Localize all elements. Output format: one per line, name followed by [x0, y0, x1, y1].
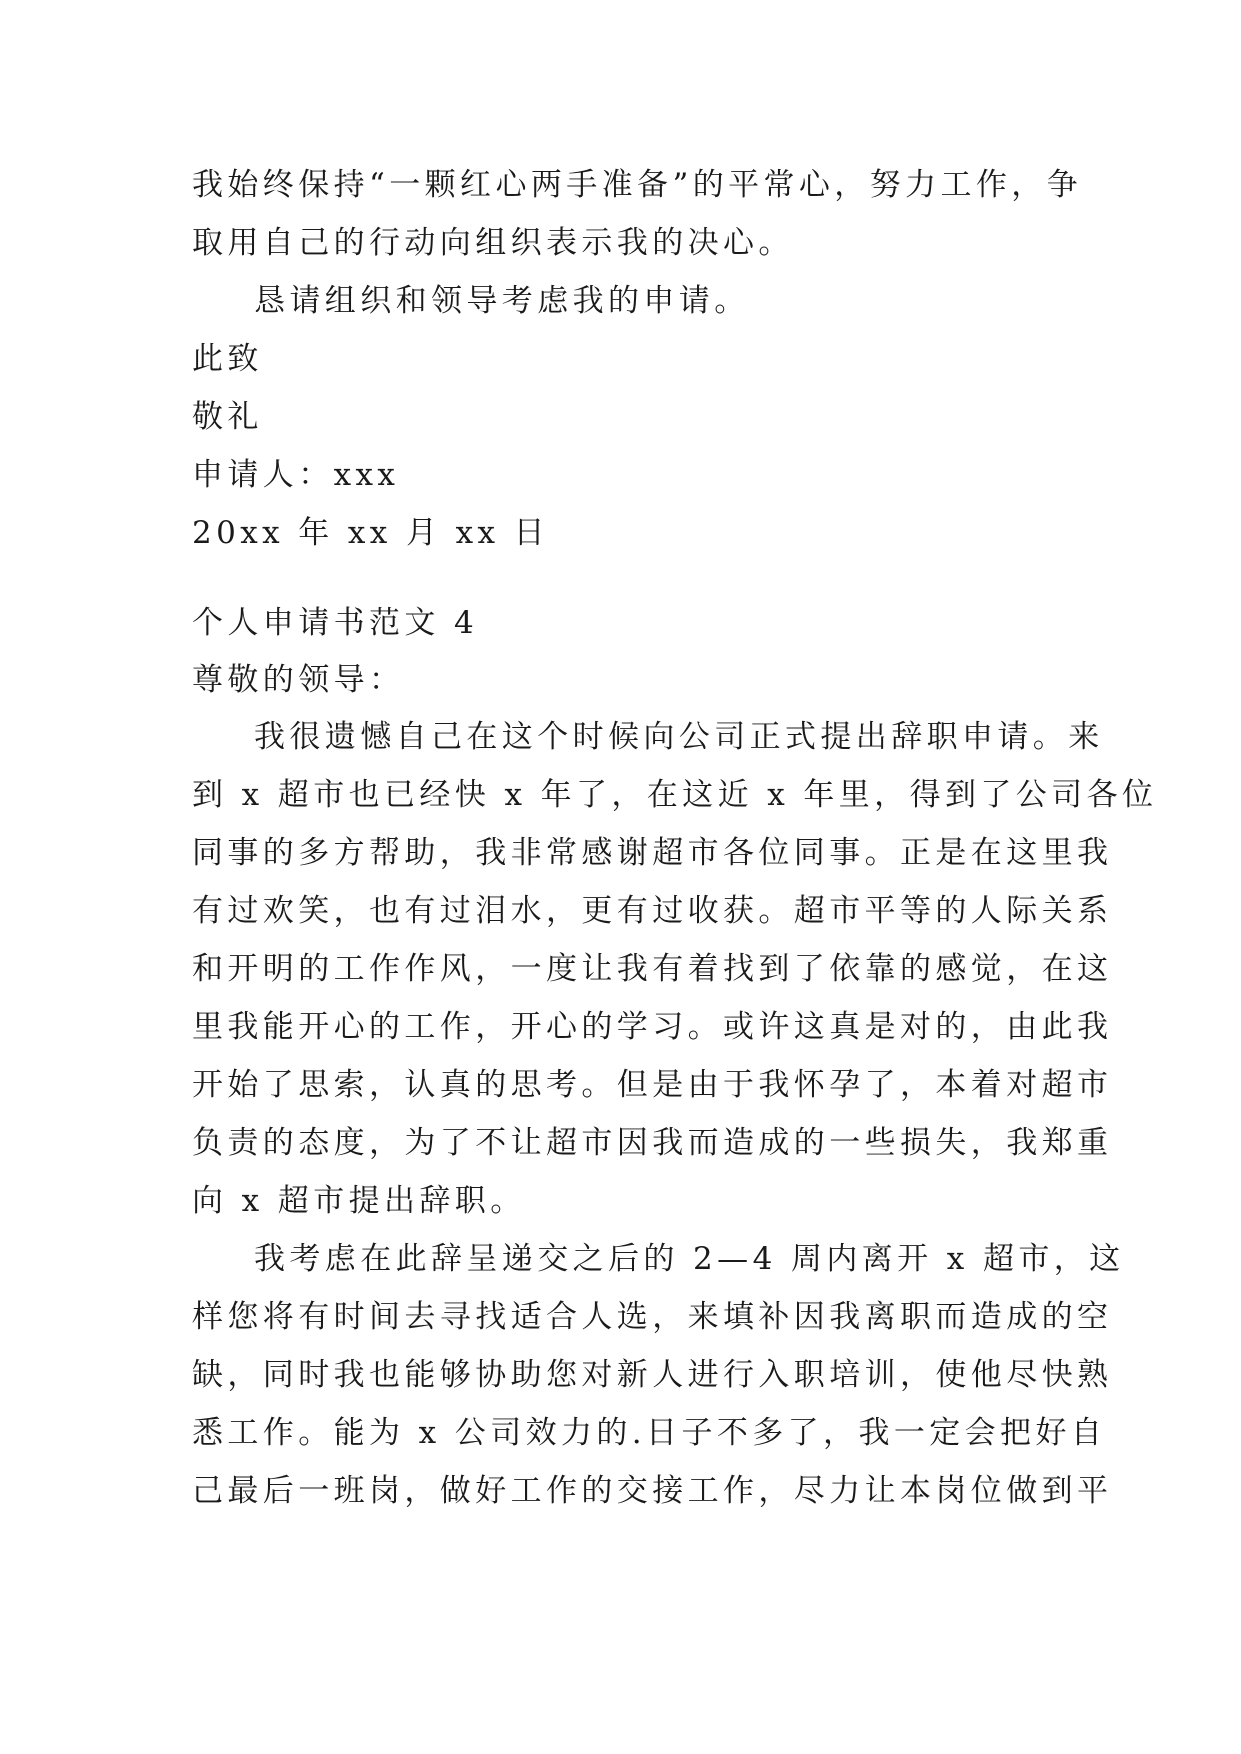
- paragraph-line: 同事的多方帮助，我非常感谢超市各位同事。正是在这里我: [192, 835, 1113, 871]
- paragraph-line: 我考虑在此辞呈递交之后的 2—4 周内离开 x 超市，这: [254, 1241, 1125, 1277]
- body-text-line: 我始终保持“一颗红心两手准备”的平常心，努力工作，争: [192, 167, 1083, 203]
- date-line: 20xx 年 xx 月 xx 日: [192, 515, 550, 551]
- paragraph-line: 和开明的工作作风，一度让我有着找到了依靠的感觉，在这: [192, 951, 1113, 987]
- paragraph-line: 开始了思索，认真的思考。但是由于我怀孕了，本着对超市: [192, 1067, 1113, 1103]
- paragraph-line: 有过欢笑，也有过泪水，更有过收获。超市平等的人际关系: [192, 893, 1113, 929]
- paragraph-line: 样您将有时间去寻找适合人选，来填补因我离职而造成的空: [192, 1299, 1113, 1335]
- request-line: 恳请组织和领导考虑我的申请。: [254, 283, 750, 319]
- paragraph-line: 负责的态度，为了不让超市因我而造成的一些损失，我郑重: [192, 1125, 1113, 1161]
- section-title: 个人申请书范文 4: [192, 605, 479, 641]
- paragraph-line: 里我能开心的工作，开心的学习。或许这真是对的，由此我: [192, 1009, 1113, 1045]
- closing-line: 敬礼: [192, 399, 263, 435]
- paragraph-line: 到 x 超市也已经快 x 年了，在这近 x 年里，得到了公司各位: [192, 777, 1158, 813]
- paragraph-line: 向 x 超市提出辞职。: [192, 1183, 526, 1219]
- paragraph-line: 悉工作。能为 x 公司效力的.日子不多了，我一定会把好自: [192, 1415, 1107, 1451]
- paragraph-line: 己最后一班岗，做好工作的交接工作，尽力让本岗位做到平: [192, 1473, 1113, 1509]
- applicant-line: 申请人：xxx: [192, 457, 400, 493]
- salutation: 尊敬的领导：: [192, 662, 405, 698]
- closing-line: 此致: [192, 341, 263, 377]
- paragraph-line: 缺，同时我也能够协助您对新人进行入职培训，使他尽快熟: [192, 1357, 1113, 1393]
- body-text-line: 取用自己的行动向组织表示我的决心。: [192, 225, 794, 261]
- paragraph-line: 我很遗憾自己在这个时候向公司正式提出辞职申请。来: [254, 719, 1104, 755]
